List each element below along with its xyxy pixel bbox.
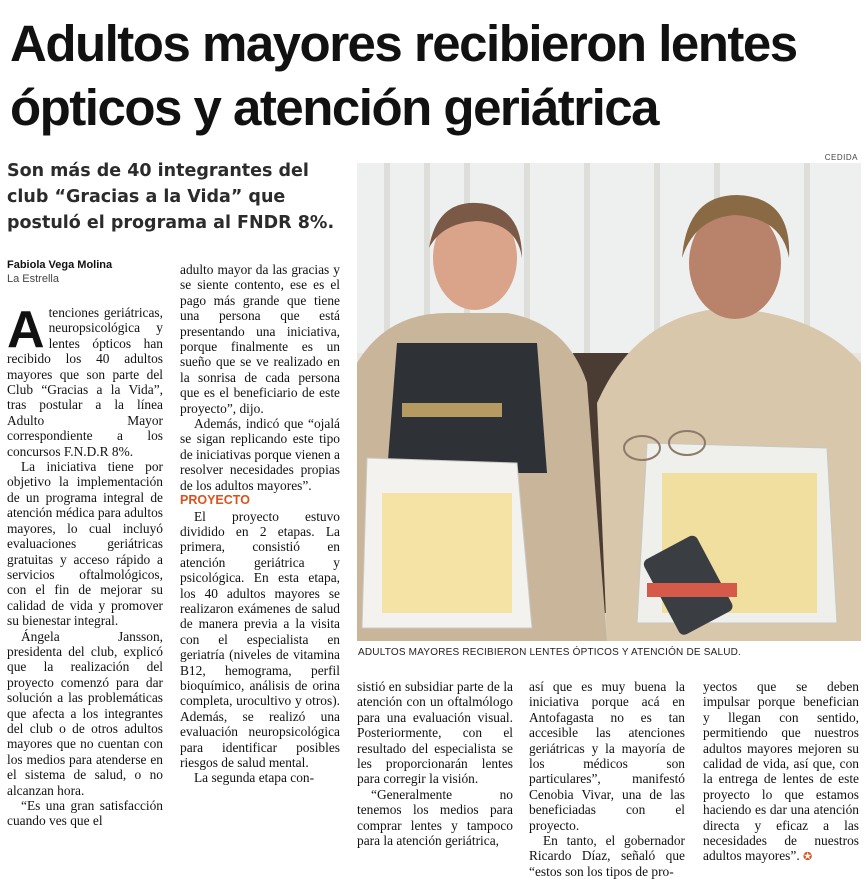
paragraph: sistió en subsidiar parte de la atención con un oftalmólogo para una evaluación visual. Posteriormente, con el resultado del especialista se les proporcionarán lentes para corregir la visión. [357, 679, 513, 787]
paragraph: Además, indicó que “ojalá se sigan replicando este tipo de iniciativas porque vienen a resolver necesidades propias de los adultos mayores”. [180, 416, 340, 493]
paragraph: yectos que se deben impulsar porque benefician y llegan con sentido, permitiendo que nuestros adultos mayores mejoren su calidad de vida, así que, con la entrega de lentes de este proyecto lo que estamos haciendo es dar una atención directa y eficaz a las necesidades de nuestros adultos mayores”. ✪ [703, 679, 859, 864]
paragraph: La segunda etapa con- [194, 770, 315, 786]
byline [7, 258, 112, 286]
photo-caption: ADULTOS MAYORES RECIBIERON LENTES ÓPTICOS Y ATENCIÓN DE SALUD. [358, 647, 742, 658]
paragraph: adulto mayor da las gracias y se siente contento, ese es el pago más grande que tiene una persona que está presentando una iniciativa, porque finalmente es un sueño que se ve realizado en la sonrisa de cada persona que es el beneficiario de este proyecto”, dijo. [180, 262, 340, 416]
paragraph: En tanto, el gobernador Ricardo Díaz, señaló que “estos son los tipos de pro- [529, 833, 685, 879]
article-column-1 [7, 301, 163, 829]
article-column-3 [357, 679, 513, 848]
subheadline: Son más de 40 integrantes del club “Gracias a la Vida” que postuló el programa al FNDR 8%. [7, 161, 335, 233]
headline: Adultos mayores recibieron lentes ópticos y atención geriátrica [10, 15, 797, 136]
paragraph: Atenciones geriátricas, neuropsicológica y lentes ópticos han recibido los 40 adultos mayores que son parte del Club “Gracias a la Vida”, tras postular a la línea Adulto Mayor correspondiente a los concursos F.N.D.R 8%. [7, 301, 163, 459]
end-mark-icon: ✪ [803, 851, 813, 864]
author-name: Fabiola Vega Molina [7, 259, 113, 271]
article-photo [357, 163, 861, 641]
paragraph: “Es una gran satisfacción cuando ves que el [7, 798, 163, 829]
article-column-5 [703, 679, 859, 866]
article-column-2 [180, 262, 340, 786]
outlet-name: La Estrella [7, 273, 59, 285]
drop-cap: A [7, 301, 45, 359]
photo-credit: CEDIDA [824, 153, 858, 162]
paragraph: La iniciativa tiene por objetivo la implementación de un programa integral de atención médica para adultos mayores, lo cual incluyó evaluaciones geriátricas gratuitas y acceso rápido a servicios oftalmológicos, con el fin de mejorar su calidad de vida y promover su bienestar integral. [7, 459, 163, 629]
paragraph: El proyecto estuvo dividido en 2 etapas. La primera, consistió en atención geriátrica y psicológica. En esta etapa, los 40 adultos mayores se realizaron exámenes de salud de manera previa a la visita con el especialista en geriatría (niveles de vitamina B12, hemograma, perfil bioquímico, análisis de orina completa, urocultivo y otros). Además, se realizó una evaluación neuropsicológica para identificar posibles riesgos de salud mental. [180, 508, 340, 770]
article-column-4 [529, 679, 685, 879]
section-heading: PROYECTO [180, 493, 250, 508]
paragraph: “Generalmente no tenemos los medios para comprar lentes y tampoco para la atención geriátrica, [357, 786, 513, 849]
paragraph: así que es muy buena la iniciativa porque acá en Antofagasta no es tan accesible las atenciones geriátricas y la mayoría de los médicos son particulares”, manifestó Cenobia Vivar, una de las beneficiadas con el proyecto. [529, 679, 685, 833]
paragraph: Ángela Jansson, presidenta del club, explicó que la realización del proyecto comenzó para dar solución a las problemáticas que afecta a los integrantes del club o de otros adultos mayores que no cuentan con los medios para atenderse en el sistema de salud, o no alcanzan hora. [7, 628, 163, 798]
photo-illustration [357, 163, 861, 641]
